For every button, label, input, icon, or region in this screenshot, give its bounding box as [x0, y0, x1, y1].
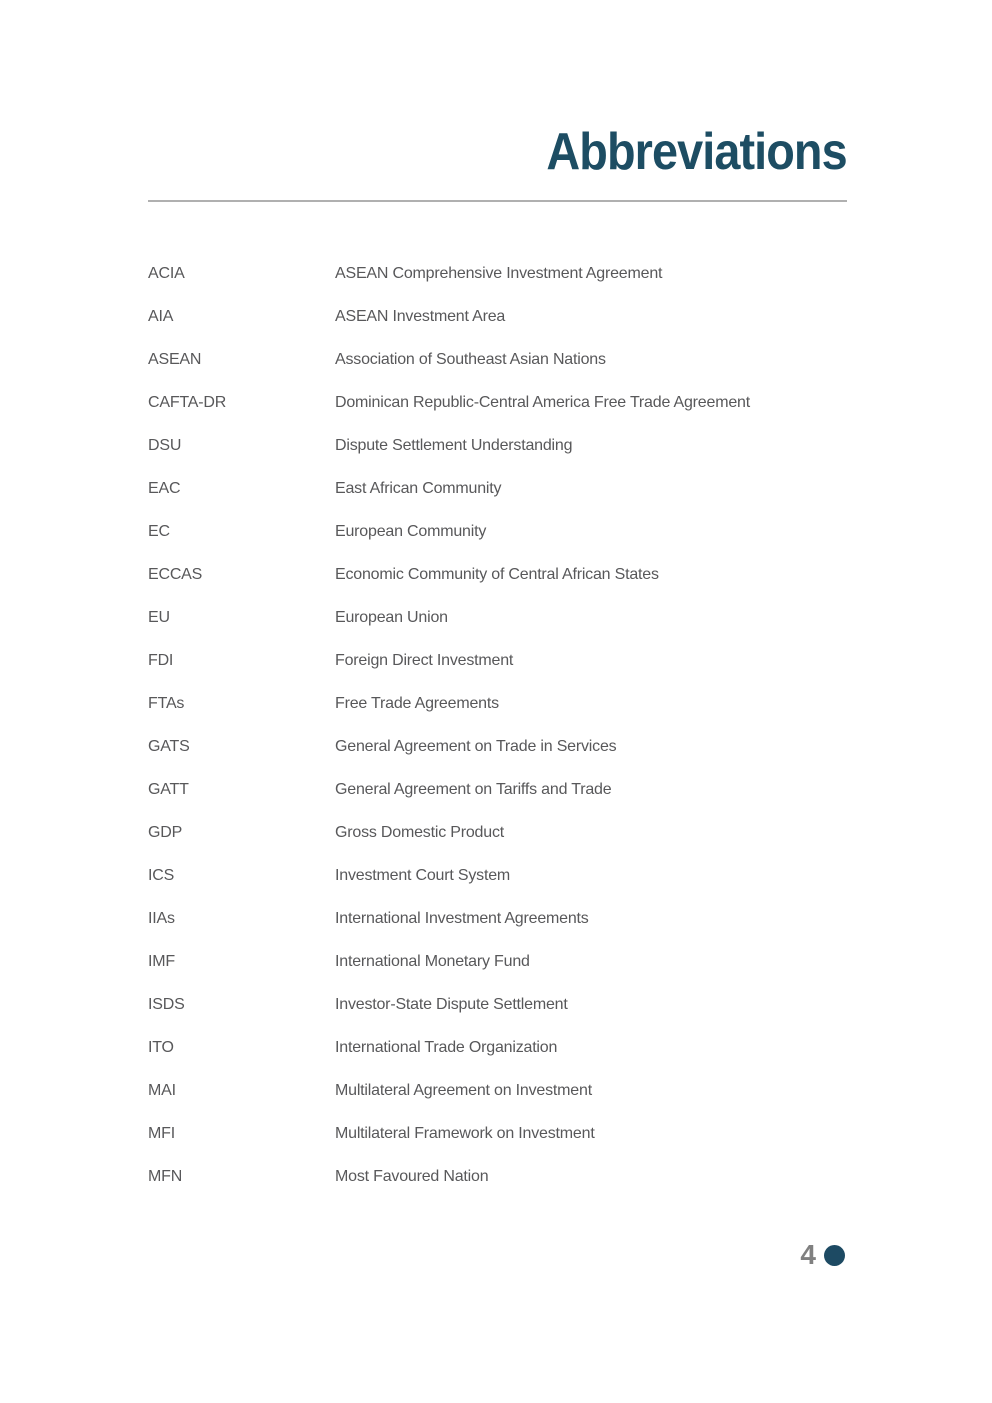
- abbr-term: ISDS: [148, 996, 185, 1013]
- abbr-definition: International Trade Organization: [335, 1039, 558, 1056]
- abbr-term: MFN: [148, 1168, 183, 1185]
- abbr-term: ICS: [148, 867, 175, 884]
- abbr-definition: General Agreement on Trade in Services: [335, 738, 617, 755]
- abbr-definition: East African Community: [335, 480, 502, 497]
- abbreviation-row: [148, 854, 847, 897]
- abbr-definition: Economic Community of Central African States: [335, 566, 659, 583]
- abbr-definition: Association of Southeast Asian Nations: [335, 351, 606, 368]
- abbr-definition: International Investment Agreements: [335, 910, 589, 927]
- page-footer: [800, 1240, 845, 1270]
- abbr-definition: ASEAN Comprehensive Investment Agreement: [335, 265, 663, 282]
- abbr-term: ACIA: [148, 265, 185, 282]
- abbr-term: ASEAN: [148, 351, 202, 368]
- abbr-definition: Dispute Settlement Understanding: [335, 437, 573, 454]
- abbr-term: MAI: [148, 1082, 176, 1099]
- abbr-term: ECCAS: [148, 566, 203, 583]
- abbreviation-row: [148, 768, 847, 811]
- abbreviation-row: [148, 338, 847, 381]
- abbr-term: IMF: [148, 953, 175, 970]
- abbreviation-row: [148, 553, 847, 596]
- abbreviation-row: [148, 811, 847, 854]
- page-content: [148, 0, 847, 1403]
- abbr-definition: European Union: [335, 609, 448, 626]
- abbreviation-row: [148, 940, 847, 983]
- page-number: 4: [800, 1239, 816, 1270]
- abbr-definition: Investor-State Dispute Settlement: [335, 996, 568, 1013]
- abbr-term: GATT: [148, 781, 189, 798]
- abbr-term: EU: [148, 609, 170, 626]
- abbr-definition: European Community: [335, 523, 487, 540]
- title-divider-rule: [148, 200, 847, 202]
- abbr-definition: ASEAN Investment Area: [335, 308, 506, 325]
- abbreviation-row: [148, 510, 847, 553]
- abbr-term: GATS: [148, 738, 190, 755]
- abbr-term: IIAs: [148, 910, 175, 927]
- abbr-definition: Multilateral Framework on Investment: [335, 1125, 595, 1142]
- abbr-definition: Dominican Republic-Central America Free Trade Agreement: [335, 394, 750, 411]
- footer-dot-icon: [824, 1245, 845, 1266]
- abbr-term: MFI: [148, 1125, 175, 1142]
- abbr-definition: Foreign Direct Investment: [335, 652, 514, 669]
- abbr-term: EAC: [148, 480, 181, 497]
- abbr-term: FDI: [148, 652, 174, 669]
- abbreviation-row: [148, 467, 847, 510]
- abbreviation-row: [148, 983, 847, 1026]
- abbr-definition: Multilateral Agreement on Investment: [335, 1082, 592, 1099]
- abbr-term: AIA: [148, 308, 174, 325]
- page-title: Abbreviations: [546, 123, 847, 181]
- abbr-term: EC: [148, 523, 170, 540]
- abbr-definition: Gross Domestic Product: [335, 824, 504, 841]
- abbreviation-row: [148, 725, 847, 768]
- abbr-definition: International Monetary Fund: [335, 953, 530, 970]
- abbreviation-row: [148, 682, 847, 725]
- abbreviation-row: [148, 295, 847, 338]
- abbr-definition: General Agreement on Tariffs and Trade: [335, 781, 612, 798]
- abbreviation-row: [148, 1069, 847, 1112]
- abbreviation-row: [148, 381, 847, 424]
- abbreviation-row: [148, 252, 847, 295]
- abbr-term: GDP: [148, 824, 183, 841]
- abbreviation-list: [148, 252, 847, 1198]
- abbreviation-row: [148, 1112, 847, 1155]
- abbreviation-row: [148, 1026, 847, 1069]
- abbr-term: FTAs: [148, 695, 185, 712]
- abbr-term: ITO: [148, 1039, 174, 1056]
- abbreviation-row: [148, 897, 847, 940]
- abbr-definition: Free Trade Agreements: [335, 695, 499, 712]
- abbreviation-row: [148, 1155, 847, 1198]
- abbreviation-row: [148, 424, 847, 467]
- abbr-term: DSU: [148, 437, 182, 454]
- abbreviation-row: [148, 639, 847, 682]
- abbreviation-row: [148, 596, 847, 639]
- abbr-definition: Investment Court System: [335, 867, 511, 884]
- abbr-definition: Most Favoured Nation: [335, 1168, 489, 1185]
- abbr-term: CAFTA-DR: [148, 394, 227, 411]
